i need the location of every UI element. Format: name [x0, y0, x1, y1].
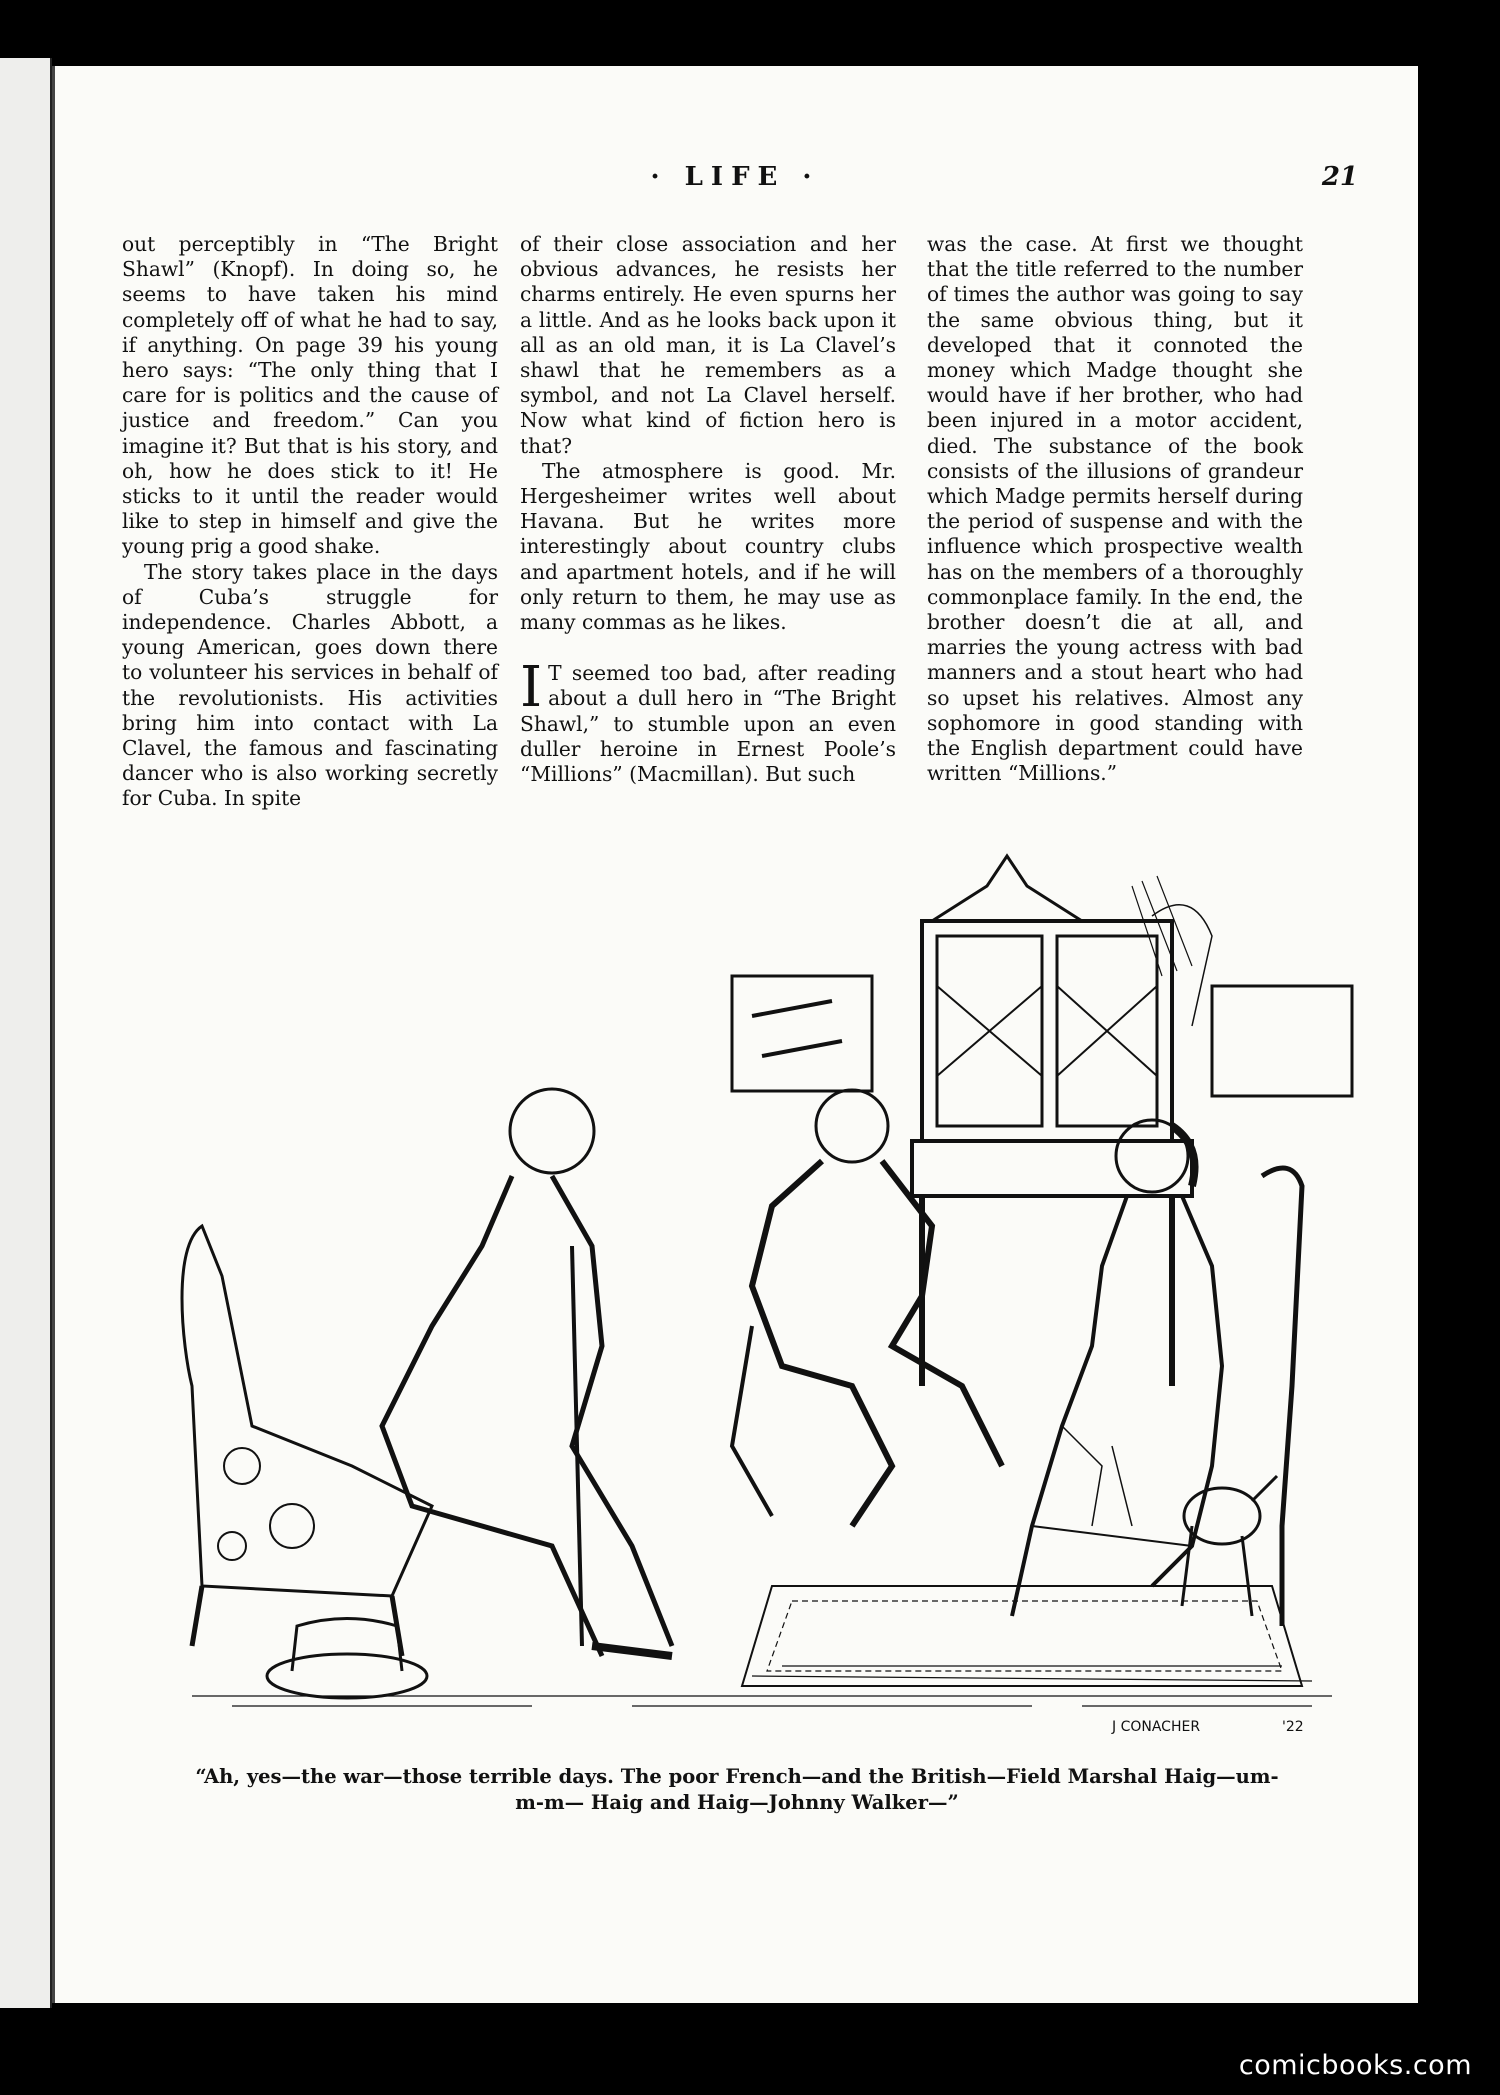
facing-page-edge [0, 58, 52, 2008]
side-chair [1262, 1168, 1302, 1626]
page-number: 21 [1321, 162, 1358, 192]
paragraph: The story takes place in the days of Cuba’s struggle for independence. Charles Abbott, a young American, goes down there to volunteer his services in behalf of the revolutionists. His activities bring him into contact with La Clavel, the famous and fascinating dancer who is also working secretly for Cuba. In spite [122, 559, 498, 811]
drop-cap: I [520, 655, 543, 721]
cartoon-illustration [132, 826, 1362, 1746]
seated-older-man [732, 1090, 1002, 1526]
dropcap-paragraph [520, 655, 896, 787]
paragraph-text: T seemed too bad, after reading about a dull hero in “The Bright Shawl,” to stumble upon an even duller heroine in Ernest Poole’s “Millions” (Macmillan). But such [520, 661, 896, 787]
man-with-cane [382, 1089, 672, 1656]
paragraph: was the case. At first we thought that the title referred to the number of times the author was going to say the same obvious thing, but it developed that it connoted the money which Madge thought she would have if her brother, who had been injured in a motor accident, died. The substance of the book consists of the illusions of grandeur which Madge permits herself during the period of suspense and with the influence which prospective wealth has on the members of a thoroughly commonplace family. In the end, the brother doesn’t die at all, and marries the young actress with bad manners and a stout heart who had so upset his relatives. Almost any sophomore in good standing with the English department could have written “Millions.” [927, 232, 1303, 786]
text-column-2 [520, 232, 896, 787]
paragraph: out perceptibly in “The Bright Shawl” (Knopf). In doing so, he seems to have taken his mind completely off of what he had to say, if anything. On page 39 his young hero says: “The only thing that I care for is politics and the cause of justice and freedom.” Can you imagine it? But that is his story, and oh, how he does stick to it! He sticks to it until the reader would like to step in himself and give the young prig a good shake. [122, 232, 498, 559]
paragraph: The atmosphere is good. Mr. Hergesheimer writes well about Havana. But he writes more interestingly about country clubs and apartment hotels, and if he will only return to them, he may use as many commas as he likes. [520, 458, 896, 635]
running-head: · LIFE · [650, 162, 820, 192]
wall-picture-right [1212, 986, 1352, 1096]
wall-picture-left [732, 976, 872, 1091]
text-column-3 [927, 232, 1303, 786]
artist-signature: J CONACHER [1112, 1719, 1201, 1735]
paragraph: of their close association and her obvious advances, he resists her charms entirely. He even spurns her a little. And as he looks back upon it all as an old man, it is La Clavel’s shawl that he remembers as a symbol, and not La Clavel herself. Now what kind of fiction hero is that? [520, 232, 896, 458]
small-dog [1182, 1476, 1277, 1616]
straw-hat [267, 1619, 427, 1699]
magazine-page [52, 66, 1418, 2003]
illustration-caption: “Ah, yes—the war—those terrible days. The poor French—and the British—Field Marshal Haig—um-m-m— Haig and Haig—Johnny Walker—” [195, 1765, 1279, 1814]
site-watermark: comicbooks.com [1238, 2050, 1472, 2081]
armchair [182, 1226, 432, 1656]
artist-year: '22 [1282, 1719, 1304, 1735]
text-column-1 [122, 232, 498, 812]
page-gutter [52, 66, 55, 2003]
